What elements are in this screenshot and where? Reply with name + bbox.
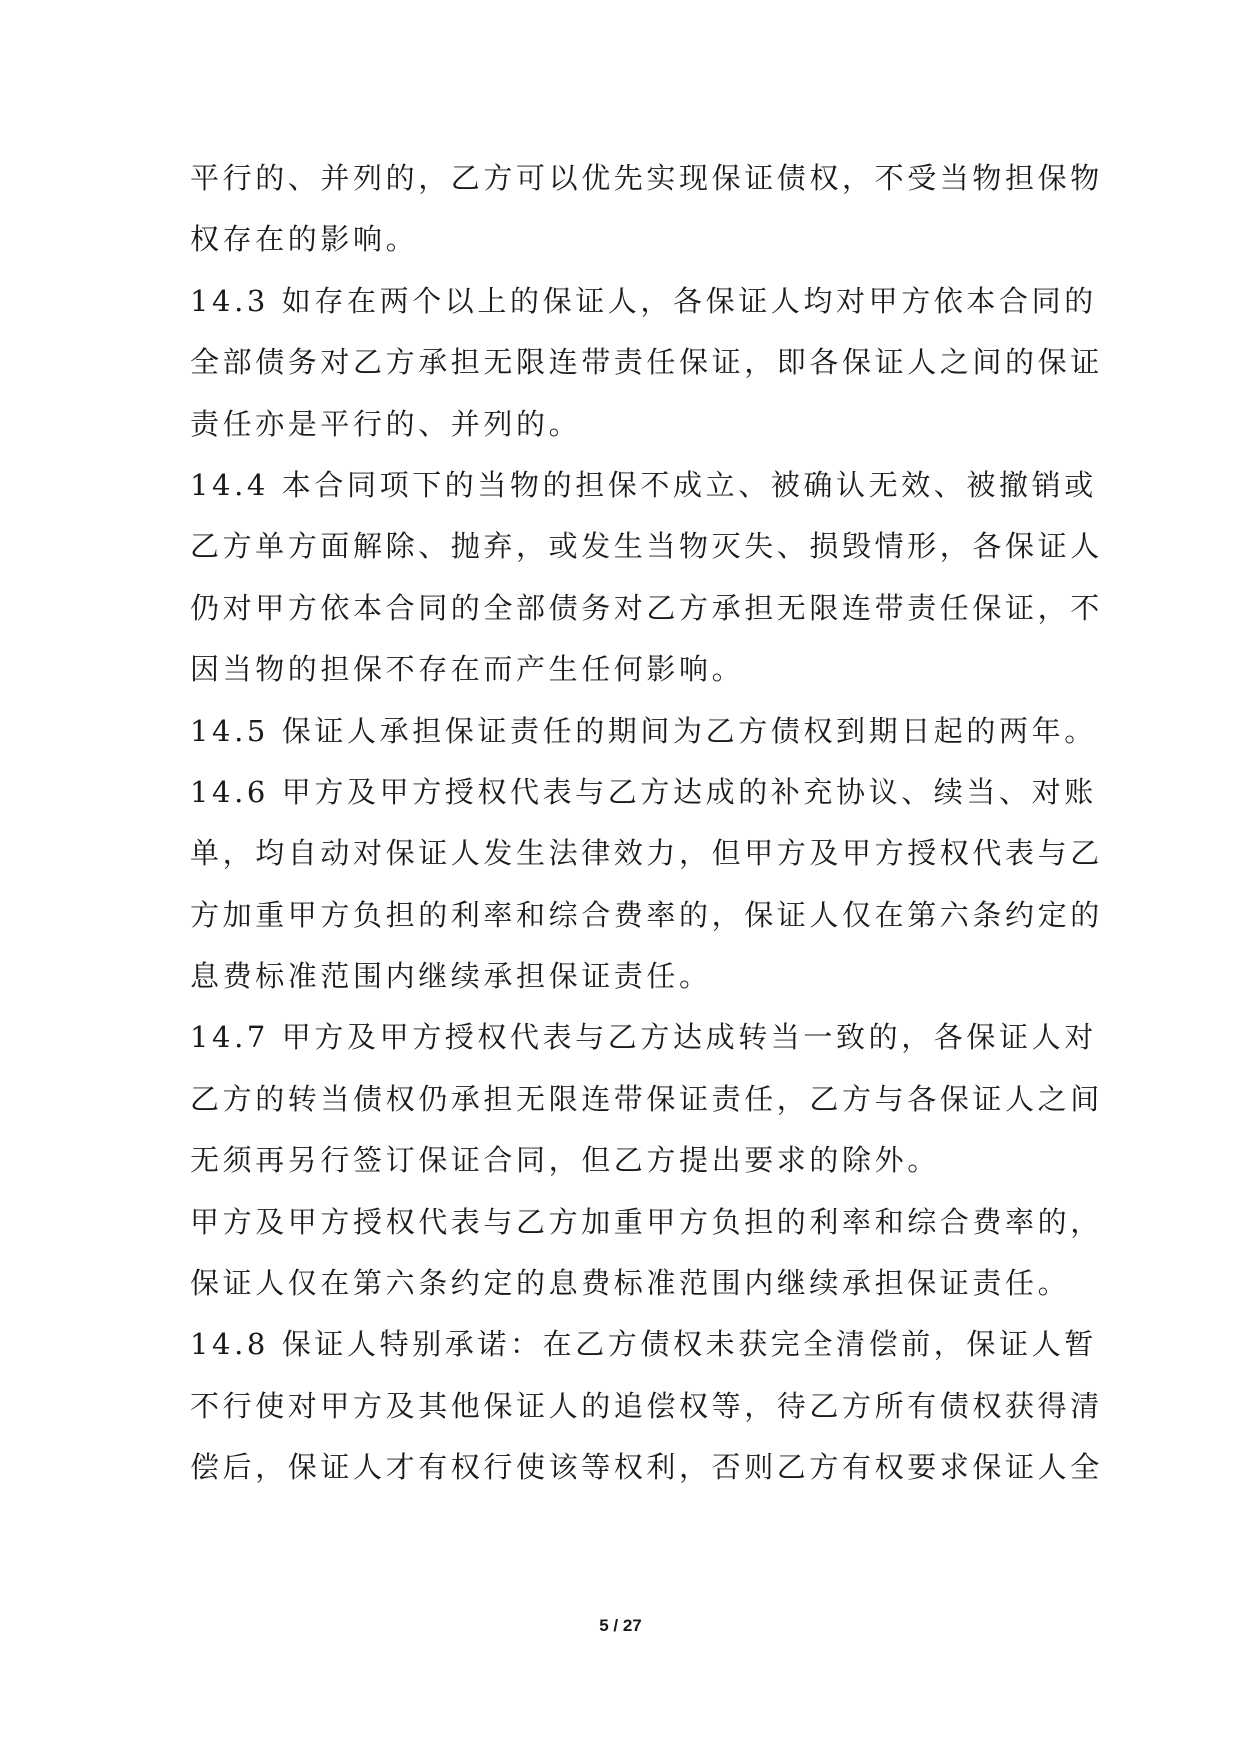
text-line: 无须再另行签订保证合同，但乙方提出要求的除外。 (190, 1143, 940, 1178)
page-number: 5 / 27 (599, 1616, 642, 1635)
text-line: 全部债务对乙方承担无限连带责任保证，即各保证人之间的保证 (190, 345, 1103, 380)
text-line: 14.5 保证人承担保证责任的期间为乙方债权到期日起的两年。 (190, 713, 1097, 748)
text-line: 14.6 甲方及甲方授权代表与乙方达成的补充协议、续当、对账 (190, 774, 1097, 809)
text-line: 14.8 保证人特别承诺：在乙方债权未获完全清偿前，保证人暂 (190, 1327, 1097, 1362)
text-line: 偿后，保证人才有权行使该等权利，否则乙方有权要求保证人全 (190, 1450, 1103, 1485)
text-line: 14.7 甲方及甲方授权代表与乙方达成转当一致的，各保证人对 (190, 1020, 1097, 1055)
text-line: 不行使对甲方及其他保证人的追偿权等，待乙方所有债权获得清 (190, 1388, 1103, 1423)
text-line: 乙方的转当债权仍承担无限连带保证责任，乙方与各保证人之间 (190, 1081, 1103, 1116)
text-line: 14.4 本合同项下的当物的担保不成立、被确认无效、被撤销或 (190, 467, 1097, 502)
text-line: 因当物的担保不存在而产生任何影响。 (190, 652, 745, 687)
text-line: 单，均自动对保证人发生法律效力，但甲方及甲方授权代表与乙 (190, 836, 1103, 871)
text-line: 息费标准范围内继续承担保证责任。 (190, 959, 712, 994)
text-line: 仍对甲方依本合同的全部债务对乙方承担无限连带责任保证，不 (190, 590, 1103, 625)
text-line: 甲方及甲方授权代表与乙方加重甲方负担的利率和综合费率的， (190, 1204, 1103, 1239)
text-line: 保证人仅在第六条约定的息费标准范围内继续承担保证责任。 (190, 1266, 1071, 1301)
text-line: 权存在的影响。 (190, 222, 419, 257)
text-line: 责任亦是平行的、并列的。 (190, 406, 582, 441)
text-line: 乙方单方面解除、抛弃，或发生当物灭失、损毁情形，各保证人 (190, 529, 1103, 564)
text-line: 方加重甲方负担的利率和综合费率的，保证人仅在第六条约定的 (190, 897, 1103, 932)
text-line: 平行的、并列的，乙方可以优先实现保证债权，不受当物担保物 (190, 161, 1103, 195)
document-body (190, 148, 1103, 1499)
text-line: 14.3 如存在两个以上的保证人，各保证人均对甲方依本合同的 (190, 283, 1097, 318)
